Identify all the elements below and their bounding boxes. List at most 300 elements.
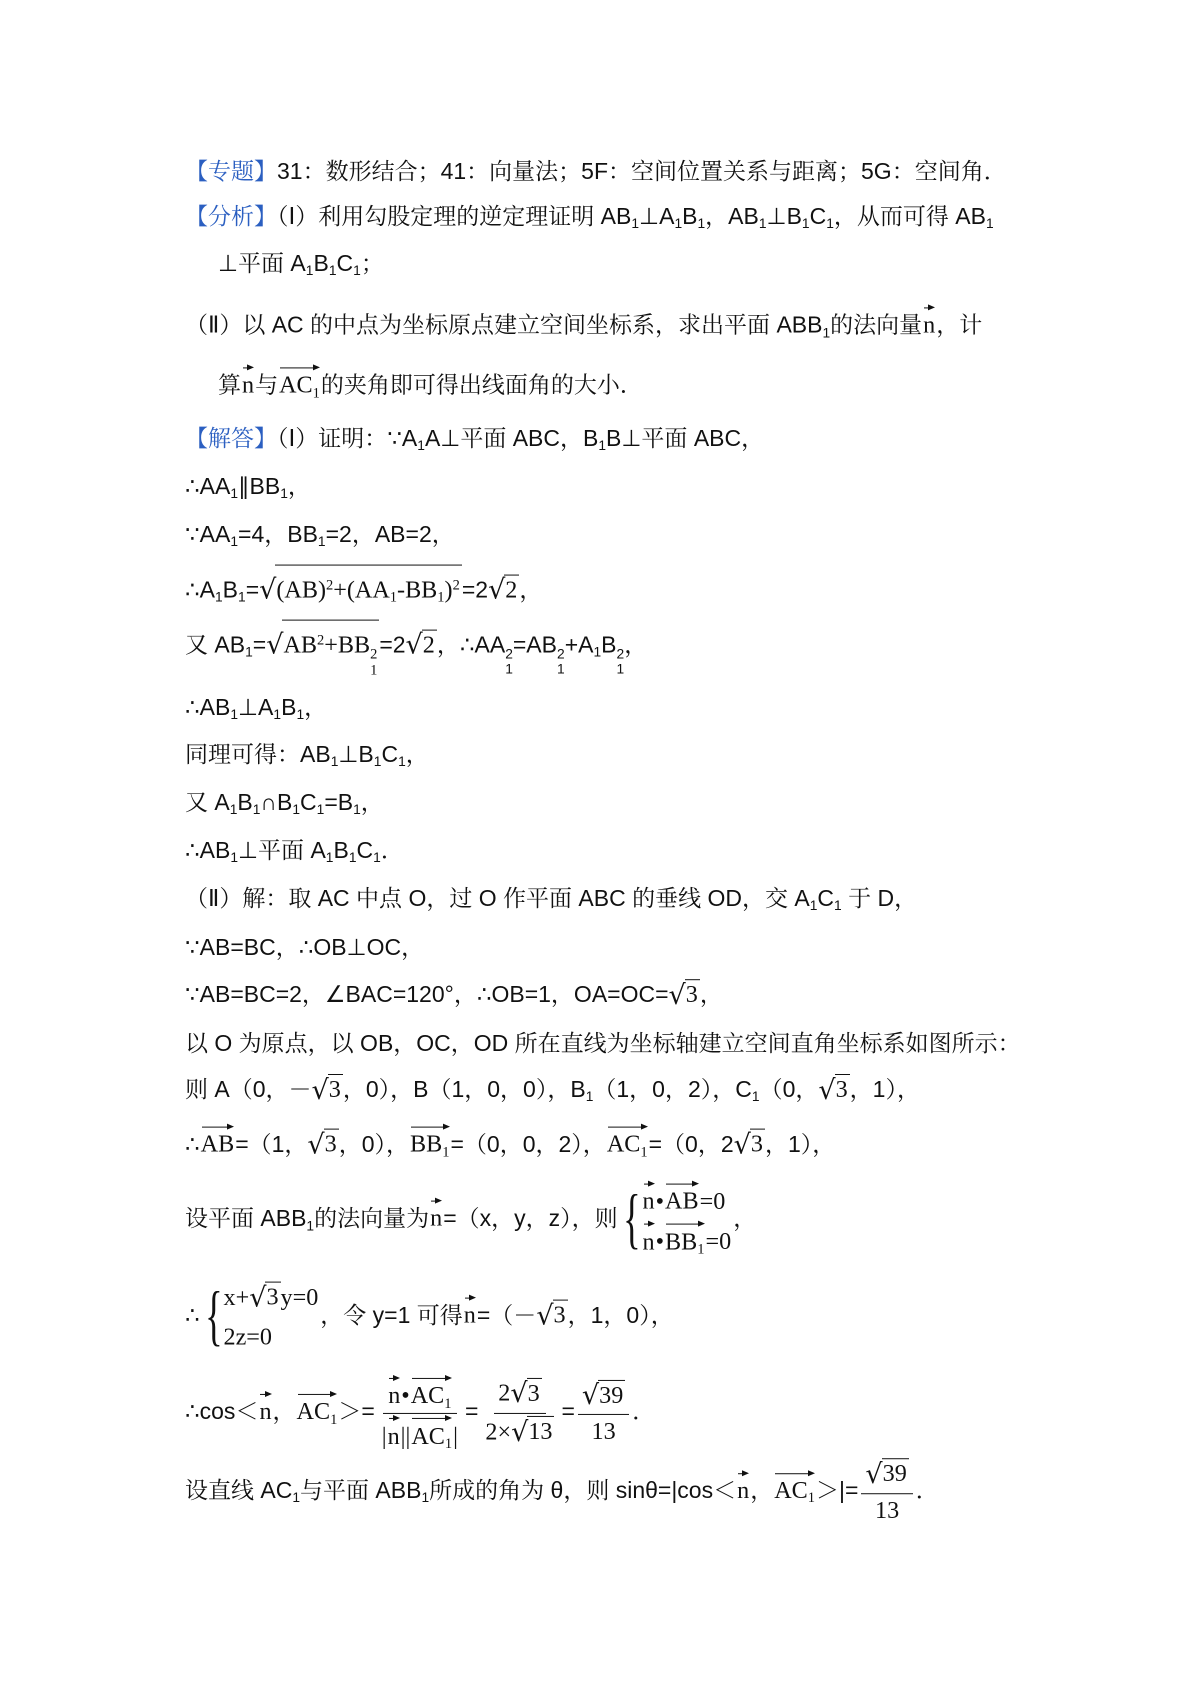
text-run: 3	[750, 1130, 763, 1158]
text-run: ∴AB	[185, 837, 231, 863]
text-run: AC	[411, 1422, 445, 1450]
radicand	[282, 620, 379, 679]
text-run: 的法向量	[830, 311, 923, 338]
text-run: +BB	[324, 631, 371, 659]
subscript: 1	[370, 662, 378, 679]
vector-symbol	[737, 1469, 749, 1505]
vector-symbol	[643, 1220, 655, 1256]
text-run: ∴A	[185, 576, 215, 603]
text-run: 31：数形结合；41：向量法；5F：空间位置关系与距离；5G：空间角．	[277, 158, 1007, 184]
square-root	[734, 1131, 765, 1158]
subscript: 1	[328, 263, 337, 279]
text-run: AB	[200, 1130, 235, 1158]
superscript: 2	[370, 646, 378, 663]
doc-line	[185, 738, 429, 774]
text-run: ∴	[185, 1130, 200, 1157]
vector-symbol	[201, 1123, 235, 1159]
square-root	[669, 981, 700, 1008]
text-run: =2，AB=2，	[325, 521, 455, 547]
text-run: ，计	[936, 311, 983, 338]
subscript: 1	[697, 216, 706, 232]
radicand	[324, 1129, 339, 1159]
superscript: 2	[326, 577, 334, 594]
text-run: -BB	[397, 576, 438, 604]
numerator	[578, 1378, 629, 1415]
text-run: 3	[835, 1076, 848, 1103]
text-run: 2	[505, 576, 518, 604]
radicand	[275, 565, 461, 605]
square-root	[307, 1131, 338, 1158]
equation-system	[202, 1279, 319, 1356]
text-run: C	[336, 250, 354, 276]
text-run: 2	[498, 1379, 511, 1407]
text-run: ，	[272, 1398, 296, 1425]
square-root	[818, 1076, 849, 1103]
subscript: 1	[230, 534, 239, 550]
doc-line	[185, 1073, 920, 1109]
subscript: 1	[373, 754, 382, 770]
square-root	[266, 631, 379, 679]
doc-line	[185, 931, 424, 963]
subscript: 1	[421, 1490, 430, 1506]
subscript: 1	[292, 802, 301, 818]
subscript: 1	[238, 589, 246, 605]
subscript: 1	[230, 850, 239, 866]
text-run: AB	[283, 631, 317, 659]
text-run: ，	[287, 473, 311, 499]
sub-superscript	[557, 648, 565, 677]
radicand	[265, 1282, 280, 1312]
text-run: n	[388, 1382, 401, 1410]
radicand	[685, 979, 700, 1009]
vector-symbol	[242, 363, 254, 399]
text-run: 所成的角为 θ，则 sinθ=|cos＜	[429, 1477, 737, 1504]
text-run: =（－	[476, 1302, 537, 1329]
vector-symbol	[665, 1220, 704, 1256]
equation-system	[620, 1180, 732, 1261]
vector-symbol	[411, 1415, 452, 1451]
text-run: y=0	[280, 1283, 319, 1311]
denominator	[481, 1414, 558, 1450]
system-row	[642, 1220, 732, 1260]
text-run: 则 A（0，－	[185, 1076, 312, 1102]
text-run: ∥BB	[238, 473, 281, 499]
text-run: ，	[750, 1477, 774, 1504]
system-row	[642, 1180, 732, 1220]
text-run: ⊥A	[639, 203, 675, 229]
text-run: ⊥B	[766, 203, 802, 229]
subscript: 1	[348, 850, 357, 866]
text-run: ，	[624, 631, 648, 658]
subscript: 1	[557, 661, 565, 677]
text-run: n	[259, 1398, 272, 1426]
text-run: 同理可得：AB	[185, 741, 331, 767]
subscript: 1	[273, 707, 282, 723]
superscript: 2	[557, 646, 565, 662]
text-run: ，	[519, 576, 543, 603]
subscript: 1	[826, 216, 834, 232]
denominator	[378, 1414, 462, 1453]
text-run: 又 A	[185, 789, 230, 815]
text-run: B	[333, 837, 349, 863]
text-run: 设直线 AC	[185, 1477, 293, 1504]
subscript: 1	[444, 1436, 453, 1453]
text-run: （1，0，2），C	[593, 1076, 752, 1102]
square-root	[582, 1382, 625, 1409]
text-run: ，1），	[764, 1130, 836, 1157]
text-run: AB	[665, 1187, 699, 1215]
subscript: 1	[316, 802, 325, 818]
text-run: 与	[255, 371, 279, 398]
text-run: ∴	[185, 1302, 200, 1329]
text-run: =2	[379, 631, 406, 658]
text-run: ，	[304, 694, 328, 720]
subscript: 1	[317, 534, 326, 550]
section-tag: 【专题】	[185, 158, 277, 184]
doc-line	[185, 1457, 939, 1527]
fraction	[481, 1376, 558, 1449]
text-run: ∴cos＜	[185, 1398, 259, 1425]
doc-line	[218, 363, 643, 400]
text-run: n	[242, 371, 255, 399]
subscript: 1	[593, 644, 602, 660]
text-run: ＞=	[338, 1398, 375, 1425]
subscript: 1	[229, 802, 238, 818]
subscript: 1	[252, 802, 261, 818]
vector-symbol	[388, 1415, 400, 1451]
text-run: ；	[360, 250, 384, 276]
vector-symbol	[774, 1469, 815, 1505]
text-run: ，0），B（1，0，0），B	[342, 1076, 586, 1102]
text-run: ⊥B	[338, 741, 374, 767]
subscript: 1	[444, 1395, 452, 1412]
text-run: =（0，0，2），	[450, 1130, 606, 1157]
text-run: 又 AB	[185, 631, 246, 658]
subscript: 1	[616, 661, 625, 677]
superscript: 2	[616, 646, 625, 662]
doc-line	[185, 1027, 1021, 1059]
vector-symbol	[411, 1374, 452, 1410]
doc-line	[185, 303, 982, 344]
text-run: 13	[591, 1418, 616, 1446]
text-run: C	[300, 789, 317, 815]
square-root	[249, 1284, 280, 1311]
doc-line	[185, 518, 455, 554]
subscript: 1	[373, 850, 381, 866]
text-run: ＞|=	[815, 1477, 859, 1504]
text-run: B⊥平面 ABC，	[606, 425, 765, 451]
doc-line	[185, 1279, 674, 1356]
text-run: n	[463, 1302, 476, 1330]
denominator	[588, 1415, 620, 1447]
doc-line	[185, 1374, 655, 1452]
text-run: ．	[380, 837, 404, 863]
subscript: 1	[292, 1490, 301, 1506]
superscript: 2	[316, 632, 325, 649]
text-run: =（0，2	[648, 1130, 734, 1157]
square-root	[510, 1380, 541, 1407]
subscript: 1	[697, 1241, 705, 1258]
text-run: （0，	[759, 1076, 819, 1102]
text-run: ∴AB	[185, 694, 231, 720]
text-run: =2	[461, 576, 489, 603]
text-run: （Ⅰ）证明：∵A	[277, 425, 418, 451]
subscript: 1	[822, 324, 831, 340]
text-run: ，	[699, 981, 723, 1008]
text-run: n	[737, 1477, 750, 1505]
subscript: 1	[674, 216, 683, 232]
sub-superscript	[505, 648, 513, 677]
text-run: B	[682, 203, 698, 229]
vector-symbol	[464, 1294, 476, 1330]
doc-line	[185, 1180, 756, 1261]
system-rows	[224, 1279, 319, 1356]
text-run: ，AB	[705, 203, 759, 229]
text-run: （Ⅱ）以 AC 的中点为坐标原点建立空间坐标系，求出平面 ABB	[185, 311, 823, 338]
text-run: |	[453, 1422, 458, 1450]
text-run: n	[387, 1422, 400, 1450]
text-run: 以 O 为原点，以 OB，OC，OD 所在直线为坐标轴建立空间直角坐标系如图所示：	[185, 1030, 1021, 1056]
text-run: •	[655, 1187, 665, 1215]
vector-symbol	[259, 1390, 271, 1426]
subscript: 1	[353, 263, 361, 279]
text-run: ∵AB=BC=2，∠BAC=120°，∴OB=1，OA=OC=	[185, 981, 669, 1008]
subscript: 1	[640, 1144, 648, 1161]
text-run: ．	[915, 1477, 939, 1504]
vector-symbol	[643, 1180, 655, 1216]
subscript: 1	[398, 754, 406, 770]
text-run: 的法向量为	[314, 1205, 430, 1232]
doc-line	[185, 565, 542, 610]
text-run: 与平面 ABB	[300, 1477, 422, 1504]
text-run: +A	[564, 631, 594, 658]
system-rows	[642, 1180, 732, 1261]
subscript: 1	[325, 850, 334, 866]
subscript: 1	[585, 1089, 594, 1105]
subscript: 1	[330, 1411, 338, 1428]
text-run: ∵AB=BC，∴OB⊥OC，	[185, 934, 425, 960]
subscript: 1	[437, 590, 445, 607]
text-run: 3	[266, 1283, 279, 1311]
text-run: C	[381, 741, 399, 767]
vector-symbol	[923, 303, 935, 339]
square-root	[511, 1418, 554, 1445]
radicand	[422, 629, 437, 659]
vector-symbol	[607, 1123, 648, 1159]
section-tag: 【解答】	[185, 425, 277, 451]
text-run: ．	[632, 1398, 656, 1425]
text-run: 13	[528, 1417, 553, 1445]
square-root	[536, 1302, 567, 1329]
doc-line	[185, 155, 1007, 187]
subscript: 1	[807, 1490, 815, 1507]
text-run: ，令 y=1 可得	[320, 1302, 463, 1329]
text-run: •	[401, 1382, 410, 1410]
text-run: ⊥A	[238, 694, 274, 720]
text-run: )	[444, 576, 453, 604]
text-run: ，∴AA	[436, 631, 506, 658]
subscript: 1	[306, 1218, 315, 1234]
subscript: 1	[417, 438, 425, 454]
system-row	[224, 1279, 319, 1320]
text-run: =AB	[512, 631, 557, 658]
radicand	[835, 1074, 850, 1104]
superscript: 2	[505, 646, 513, 662]
subscript: 1	[230, 486, 239, 502]
text-run: B	[601, 631, 617, 658]
text-run: n	[642, 1228, 655, 1256]
radicand	[598, 1380, 625, 1410]
text-run: AC	[279, 371, 313, 399]
text-run: 13	[875, 1497, 900, 1525]
superscript: 2	[452, 577, 460, 594]
text-run: AC	[410, 1382, 445, 1410]
vector-symbol	[665, 1180, 699, 1216]
text-run: AC	[606, 1130, 641, 1158]
square-root	[488, 576, 519, 603]
text-run: =	[252, 631, 267, 658]
subscript: 1	[751, 1089, 760, 1105]
subscript: 1	[296, 707, 305, 723]
text-run: =	[561, 1398, 575, 1425]
text-run: ，	[733, 1205, 757, 1232]
vector-symbol	[410, 1123, 449, 1159]
text-run: =4，BB	[238, 521, 318, 547]
doc-line	[185, 834, 404, 870]
text-run: |	[381, 1422, 387, 1450]
section-tag: 【分析】	[185, 203, 277, 229]
text-run: ，从而可得 AB	[833, 203, 986, 229]
text-run: B	[222, 576, 239, 603]
vector-symbol	[430, 1197, 442, 1233]
radicand	[882, 1459, 909, 1489]
subscript: 1	[280, 486, 288, 502]
subscript: 1	[801, 216, 810, 232]
subscript: 1	[505, 661, 513, 677]
text-run: 算	[218, 371, 241, 398]
text-run: (AB)	[276, 576, 326, 604]
text-run: n	[923, 311, 936, 339]
doc-line	[218, 247, 384, 283]
text-run: 3	[324, 1130, 337, 1158]
text-run: =（x，y，z），则	[443, 1205, 618, 1232]
text-run: =0	[705, 1228, 732, 1256]
text-run: 设平面 ABB	[185, 1205, 307, 1232]
subscript: 1	[305, 263, 314, 279]
text-run: C	[809, 203, 827, 229]
text-run: （Ⅱ）解：取 AC 中点 O，过 O 作平面 ABC 的垂线 OD，交 A	[185, 885, 810, 911]
text-run: ，1，0），	[567, 1302, 674, 1329]
text-run: =0	[699, 1187, 726, 1215]
text-run: 于 D，	[841, 885, 918, 911]
text-run: 的夹角即可得出线面角的大小．	[320, 371, 643, 398]
text-run: 3	[685, 981, 698, 1009]
doc-line	[185, 978, 723, 1012]
text-run: 3	[527, 1379, 540, 1407]
text-run: ，0），	[338, 1130, 410, 1157]
text-run: 3	[553, 1302, 566, 1330]
numerator	[494, 1376, 545, 1413]
text-run: =	[464, 1398, 479, 1425]
square-root	[312, 1076, 343, 1103]
radicand	[527, 1416, 554, 1446]
text-run: +(AA	[333, 576, 390, 604]
doc-line	[185, 1123, 835, 1162]
subscript: 1	[389, 590, 398, 607]
text-run: B	[281, 694, 297, 720]
text-run: ，	[405, 741, 429, 767]
subscript: 1	[598, 438, 607, 454]
text-run: B	[313, 250, 329, 276]
text-run: ∴AA	[185, 473, 231, 499]
vector-symbol	[297, 1390, 338, 1426]
text-run: C	[356, 837, 374, 863]
radicand	[328, 1074, 343, 1104]
subscript: 1	[834, 898, 842, 914]
doc-line	[185, 422, 764, 458]
text-run: A⊥平面 ABC，B	[424, 425, 599, 451]
radicand	[527, 1378, 542, 1408]
subscript: 1	[330, 754, 339, 770]
doc-line	[185, 200, 994, 236]
text-run: 39	[599, 1381, 624, 1409]
subscript: 1	[353, 802, 361, 818]
text-run: ，	[360, 789, 384, 815]
system-row	[224, 1319, 319, 1355]
text-run: =B	[324, 789, 354, 815]
doc-line	[185, 620, 647, 679]
subscript: 1	[214, 589, 223, 605]
subscript: 1	[442, 1144, 450, 1161]
text-run: 2×	[485, 1417, 512, 1445]
text-run: ，1），	[849, 1076, 920, 1102]
text-run: BB	[665, 1228, 698, 1256]
numerator	[861, 1457, 912, 1494]
text-run: •	[655, 1228, 665, 1256]
square-root	[865, 1461, 908, 1488]
subscript: 1	[230, 707, 239, 723]
denominator	[871, 1494, 903, 1526]
radicand	[504, 574, 519, 604]
text-run: =	[245, 576, 260, 603]
vector-symbol	[388, 1374, 400, 1410]
doc-line	[185, 786, 384, 822]
fraction	[378, 1374, 462, 1452]
text-run: 3	[328, 1076, 341, 1103]
text-run: 39	[882, 1460, 907, 1488]
text-run: n	[642, 1187, 655, 1215]
text-run: ∵AA	[185, 521, 231, 547]
fraction	[578, 1378, 629, 1448]
square-root	[259, 576, 462, 607]
text-run: （Ⅰ）利用勾股定理的逆定理证明 AB	[277, 203, 632, 229]
doc-line	[185, 882, 917, 918]
numerator	[383, 1374, 456, 1414]
subscript: 1	[312, 385, 320, 402]
text-run: C	[817, 885, 835, 911]
text-run: AC	[774, 1477, 808, 1505]
text-run: ⊥平面 A	[238, 837, 326, 863]
text-run: x+	[223, 1283, 250, 1311]
subscript: 1	[809, 898, 818, 914]
text-run: 2z=0	[223, 1323, 272, 1351]
text-run: AC	[296, 1398, 331, 1426]
text-run: B	[237, 789, 253, 815]
subscript: 1	[245, 644, 253, 660]
text-run: ||	[400, 1422, 411, 1450]
doc-line	[185, 470, 311, 506]
text-run: ⊥平面 A	[218, 250, 306, 276]
